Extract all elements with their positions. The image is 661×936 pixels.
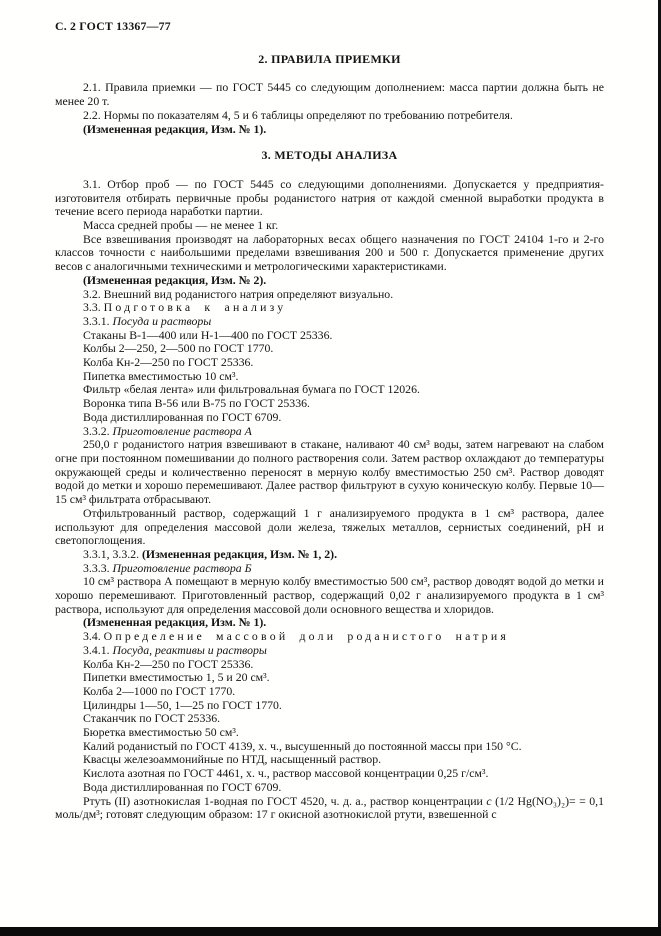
text-run: 3.3.1, 3.3.2. (83, 546, 142, 561)
paragraph (55, 548, 604, 562)
paragraph (55, 342, 604, 356)
text-run: (Измененная редакция, Изм. № 1, 2). (141, 546, 338, 561)
paragraph (55, 356, 604, 370)
text-run: Стаканы В-1—400 или Н-1—400 по ГОСТ 25336. (83, 327, 333, 342)
text-run: Пипетка вместимостью 10 см³. (83, 368, 239, 383)
text-run: 3.2. Внешний вид роданистого натрия определяют визуально. (83, 286, 394, 301)
text-run: Кислота азотная по ГОСТ 4461, х. ч., раствор массовой концентрации 0,25 г/см³. (83, 766, 489, 781)
text-run: Пипетки вместимостью 1, 5 и 20 см³. (83, 670, 270, 685)
paragraph (55, 233, 604, 274)
paragraph (55, 726, 604, 740)
text-run: 3. МЕТОДЫ АНАЛИЗА (261, 148, 398, 163)
paragraph (55, 658, 604, 672)
paragraph (55, 370, 604, 384)
paragraph (55, 81, 604, 108)
text-run: Вода дистиллированная по ГОСТ 6709. (83, 409, 282, 424)
paragraph (55, 383, 604, 397)
page-header (55, 20, 604, 34)
text-run: Все взвешивания производят на лабораторных весах общего назначения по ГОСТ 24104 1-го и 2-го классов точности с наибольшими пределами взвешивания 200 и 500 г. Допускается применение других весов с аналогичными техническими и метрологическими характеристиками. (55, 231, 604, 274)
paragraph (55, 425, 604, 439)
paragraph (55, 301, 604, 315)
text-run: (Измененная редакция, Изм. № 1). (83, 615, 267, 630)
text-run: Посуда, реактивы и растворы (112, 642, 267, 657)
section-heading (55, 149, 604, 163)
text-run: Масса средней пробы — не менее 1 кг. (83, 218, 279, 233)
page-content (55, 20, 604, 822)
text-run: с (486, 793, 492, 808)
paragraph (55, 507, 604, 548)
text-run: Калий роданистый по ГОСТ 4139, х. ч., высушенный до постоянной массы при 150 °С. (83, 738, 522, 753)
paragraph (55, 685, 604, 699)
text-run: 3.4. (83, 629, 104, 644)
text-run: С. 2 ГОСТ 13367—77 (55, 19, 171, 33)
text-run: (1/2 Hg(NO₃)₂)= = 0,1 моль/дм³; готовят следующим образом: 17 г окисной азотнокислой ртути, взвешенной с (55, 793, 604, 822)
paragraph (55, 109, 604, 123)
scan-edge-bottom (0, 927, 661, 936)
paragraph (55, 795, 604, 822)
text-run: 3.1. Отбор проб — по ГОСТ 5445 со следующими дополнениями. Допускается у предприятия-изготовителя отбирать первичные пробы роданистого натрия от каждой сменной выработки продукта в течение всего периода наработки партии. (55, 176, 604, 219)
paragraph (55, 644, 604, 658)
text-run: Колба 2—1000 по ГОСТ 1770. (83, 683, 236, 698)
text-run: 2.2. Нормы по показателям 4, 5 и 6 таблицы определяют по требованию потребителя. (83, 107, 513, 122)
text-run: 2. ПРАВИЛА ПРИЕМКИ (258, 51, 401, 66)
paragraph (55, 767, 604, 781)
paragraph (55, 712, 604, 726)
text-run: 3.3. (83, 300, 104, 315)
text-run: Вода дистиллированная по ГОСТ 6709. (83, 779, 282, 794)
text-run: (Измененная редакция, Изм. № 2). (83, 272, 267, 287)
text-run: 3.4.1. (83, 642, 113, 657)
paragraph (55, 329, 604, 343)
text-run: (Измененная редакция, Изм. № 1). (83, 121, 267, 136)
paragraph (55, 178, 604, 219)
text-run: Посуда и растворы (112, 313, 212, 328)
text-run: Определение массовой доли роданистого натрия (103, 629, 510, 644)
paragraph (55, 753, 604, 767)
text-run: 2.1. Правила приемки — по ГОСТ 5445 со следующим дополнением: масса партии должна быть не менее 20 т. (55, 80, 604, 109)
paragraph (55, 630, 604, 644)
text-run: 3.3.3. (83, 560, 113, 575)
text-run: 3.3.2. (83, 423, 113, 438)
paragraph (55, 671, 604, 685)
text-run: Стаканчик по ГОСТ 25336. (83, 711, 221, 726)
text-run: Цилиндры 1—50, 1—25 по ГОСТ 1770. (83, 697, 282, 712)
text-run: Квасцы железоаммонийные по НТД, насыщенный раствор. (83, 752, 382, 767)
paragraph (55, 315, 604, 329)
section-heading (55, 53, 604, 67)
paragraph (55, 219, 604, 233)
text-run: Бюретка вместимостью 50 см³. (83, 725, 239, 740)
text-run: Колбы 2—250, 2—500 по ГОСТ 1770. (83, 341, 274, 356)
text-run: 3.3.1. (83, 313, 113, 328)
paragraph (55, 123, 604, 137)
paragraph (55, 616, 604, 630)
text-run: Ртуть (II) азотнокислая 1-водная по ГОСТ 4520, ч. д. а., раствор концентрации (83, 793, 487, 808)
text-run: Колба Кн-2—250 по ГОСТ 25336. (83, 355, 254, 370)
paragraph (55, 781, 604, 795)
text-run: 10 см³ раствора А помещают в мерную колбу вместимостью 500 см³, раствор доводят водой до метки и хорошо перемешивают. Приготовленный раствор, содержащий 0,02 г анализируемого продукта в 1 см³ раствора, используют для определения массовой доли основного вещества и хлоридов. (55, 574, 604, 616)
paragraph (55, 438, 604, 507)
paragraph (55, 288, 604, 302)
paragraph (55, 740, 604, 754)
text-run: Подготовка к анализу (103, 300, 287, 315)
text-run: Фильтр «белая лента» или фильтровальная бумага по ГОСТ 12026. (83, 382, 420, 397)
paragraph (55, 575, 604, 616)
text-run: Приготовление раствора Б (112, 560, 252, 575)
text-run: 250,0 г роданистого натрия взвешивают в стакане, наливают 40 см³ воды, затем нагревают на слабом огне при постоянном помешивании до полного растворения соли. Затем раствор охлаждают до температуры окружающей среды и количественно переносят в мерную колбу вместимостью 250 см³. Раствор доводят водой до метки и хорошо перемешивают. Далее раствор фильтруют в сухую коническую колбу. Первые 10—15 см³ фильтрата отбрасывают. (55, 437, 604, 507)
paragraph (55, 274, 604, 288)
text-run: Отфильтрованный раствор, содержащий 1 г анализируемого продукта в 1 см³ раствора, далее используют для определения массовой доли железа, тяжелых металлов, сернистых соединений, рН и светопоглощения. (55, 505, 604, 548)
paragraph (55, 699, 604, 713)
text-run: Колба Кн-2—250 по ГОСТ 25336. (83, 656, 254, 671)
paragraph (55, 397, 604, 411)
paragraph (55, 411, 604, 425)
text-run: Приготовление раствора А (112, 423, 252, 438)
paragraph (55, 562, 604, 576)
text-run: Воронка типа В-56 или В-75 по ГОСТ 25336. (83, 396, 310, 411)
